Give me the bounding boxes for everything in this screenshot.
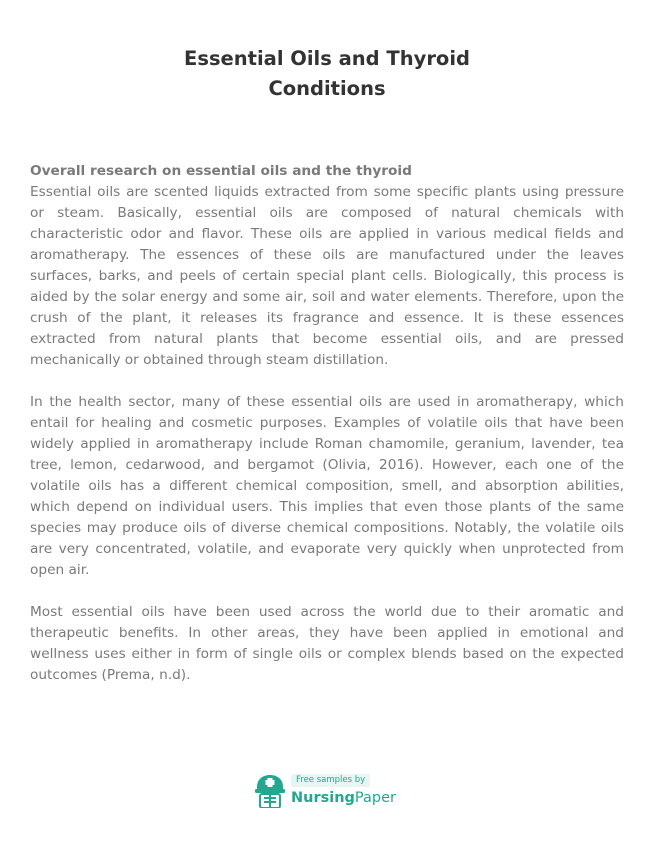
paragraph-3: Most essential oils have been used across the world due to their aromatic and therapeutic benefits. In other areas, they have been applied in emotional and wellness uses either in form of single oils or complex blends based on the expected outcomes (Prema, n.d). [30,604,624,683]
document-body [30,161,624,707]
footer-logo[interactable] [254,772,404,810]
document-title [0,44,654,104]
section-heading: Overall research on essential oils and the thyroid [30,163,412,179]
title-line-1: Essential Oils and Thyroid [184,47,470,70]
logo-brand-part-1: Nursing [291,790,355,806]
logo-tagline: Free samples by [291,774,370,787]
title-line-2: Conditions [268,77,386,100]
logo-brand [291,788,396,808]
paragraph-2: In the health sector, many of these essential oils are used in aromatherapy, which entail for healing and cosmetic purposes. Examples of volatile oils that have been widely applied in aromatherapy include Roman chamomile, geranium, lavender, tea tree, lemon, cedarwood, and bergamot (Olivia, 2016). However, each one of the volatile oils has a different chemical composition, smell, and absorption abilities, which depend on individual users. This implies that even those plants of the same species may produce oils of diverse chemical compositions. Notably, the volatile oils are very concentrated, volatile, and evaporate very quickly when unprotected from open air. [30,394,624,578]
paragraph-1: Essential oils are scented liquids extracted from some specific plants using pressure or steam. Basically, essential oils are composed of natural chemicals with characteristic odor and flavor. These oils are applied in various medical fields and aromatherapy. The essences of these oils are manufactured under the leaves surfaces, barks, and peels of certain special plant cells. Biologically, this process is aided by the solar energy and some air, soil and water elements. Therefore, upon the crush of the plant, it releases its fragrance and essence. It is these essences extracted from natural plants that become essential oils, and are pressed mechanically or obtained through steam distillation. [30,184,624,368]
logo-brand-part-2: Paper [354,790,396,806]
nurse-cap-icon [254,774,286,808]
